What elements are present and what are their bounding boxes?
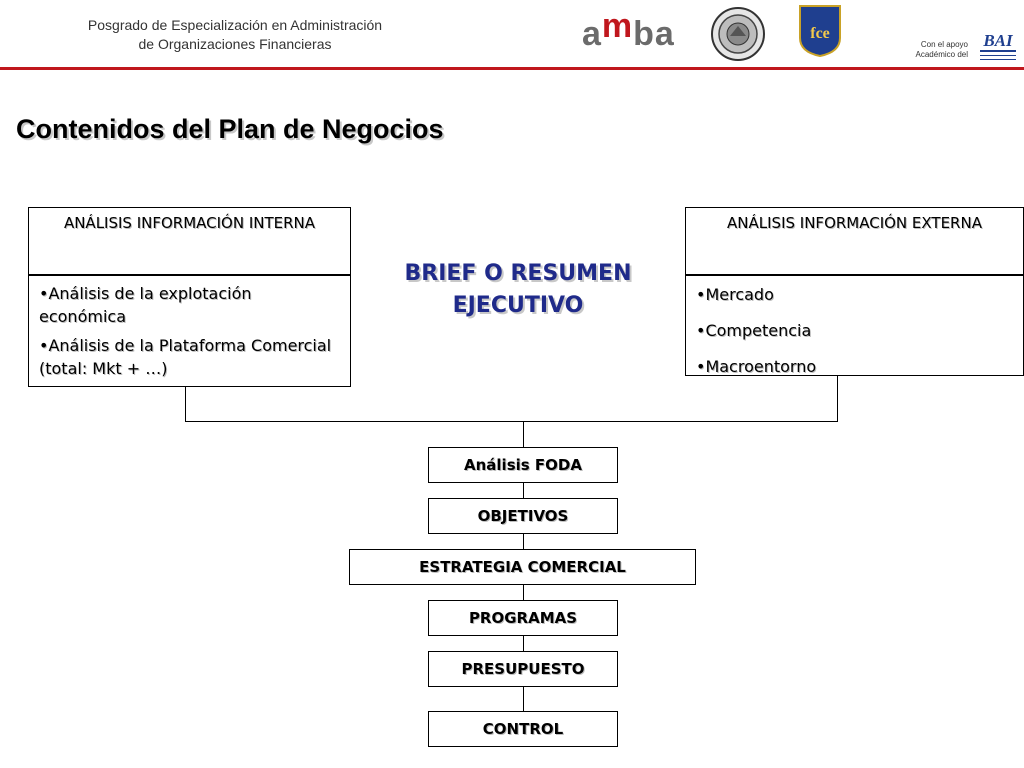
external-analysis-list (686, 276, 1023, 380)
connector-objetivos-estrategia (523, 533, 524, 549)
internal-analysis-heading: ANÁLISIS INFORMACIÓN INTERNA (29, 208, 350, 276)
bai-logo-text: BAI (983, 31, 1013, 50)
internal-item-1: •Análisis de la explotación económica (39, 284, 252, 326)
amba-logo (582, 7, 675, 54)
fce-logo-text: fce (810, 25, 830, 42)
support-text (906, 40, 968, 60)
internal-analysis-box (28, 207, 351, 387)
bai-logo (976, 28, 1020, 64)
connector-internal-down (185, 387, 186, 421)
brief-executive-summary: BRIEF O RESUMEN EJECUTIVO (404, 261, 632, 318)
support-line-1: Con el apoyo (920, 40, 968, 49)
program-name-line-2: de Organizaciones Financieras (138, 36, 332, 52)
amba-logo-m: m (601, 7, 634, 45)
external-analysis-box (685, 207, 1024, 376)
fce-shield-icon (798, 4, 842, 58)
program-name (40, 16, 430, 54)
step-presupuesto: PRESUPUESTO (428, 651, 618, 687)
connector-horizontal (185, 421, 838, 422)
internal-item-2: •Análisis de la Plataforma Comercial (total: Mkt + …) (39, 336, 332, 378)
support-line-2: Académico del (915, 50, 968, 59)
step-objetivos: OBJETIVOS (428, 498, 618, 534)
connector-programas-presupuesto (523, 636, 524, 651)
step-estrategia-comercial: ESTRATEGIA COMERCIAL (349, 549, 696, 585)
step-control: CONTROL (428, 711, 618, 747)
step-programas: PROGRAMAS (428, 600, 618, 636)
header-divider (0, 67, 1024, 70)
amba-logo-ba: ba (633, 15, 675, 53)
external-item-2: •Competencia (696, 321, 812, 340)
connector-external-down (837, 376, 838, 421)
program-name-line-1: Posgrado de Especialización en Administración (87, 17, 383, 33)
connector-foda-objetivos (523, 482, 524, 498)
connector-estrategia-programas (523, 584, 524, 600)
internal-analysis-list (29, 276, 350, 380)
external-item-3: •Macroentorno (696, 357, 817, 376)
amba-logo-a: a (582, 15, 602, 53)
step-analisis-foda: Análisis FODA (428, 447, 618, 483)
connector-presupuesto-control (523, 687, 524, 711)
university-seal-icon (710, 6, 766, 62)
external-analysis-heading: ANÁLISIS INFORMACIÓN EXTERNA (686, 208, 1023, 276)
connector-to-foda (523, 421, 524, 447)
page-title: Contenidos del Plan de Negocios (16, 114, 444, 144)
external-item-1: •Mercado (696, 285, 774, 304)
